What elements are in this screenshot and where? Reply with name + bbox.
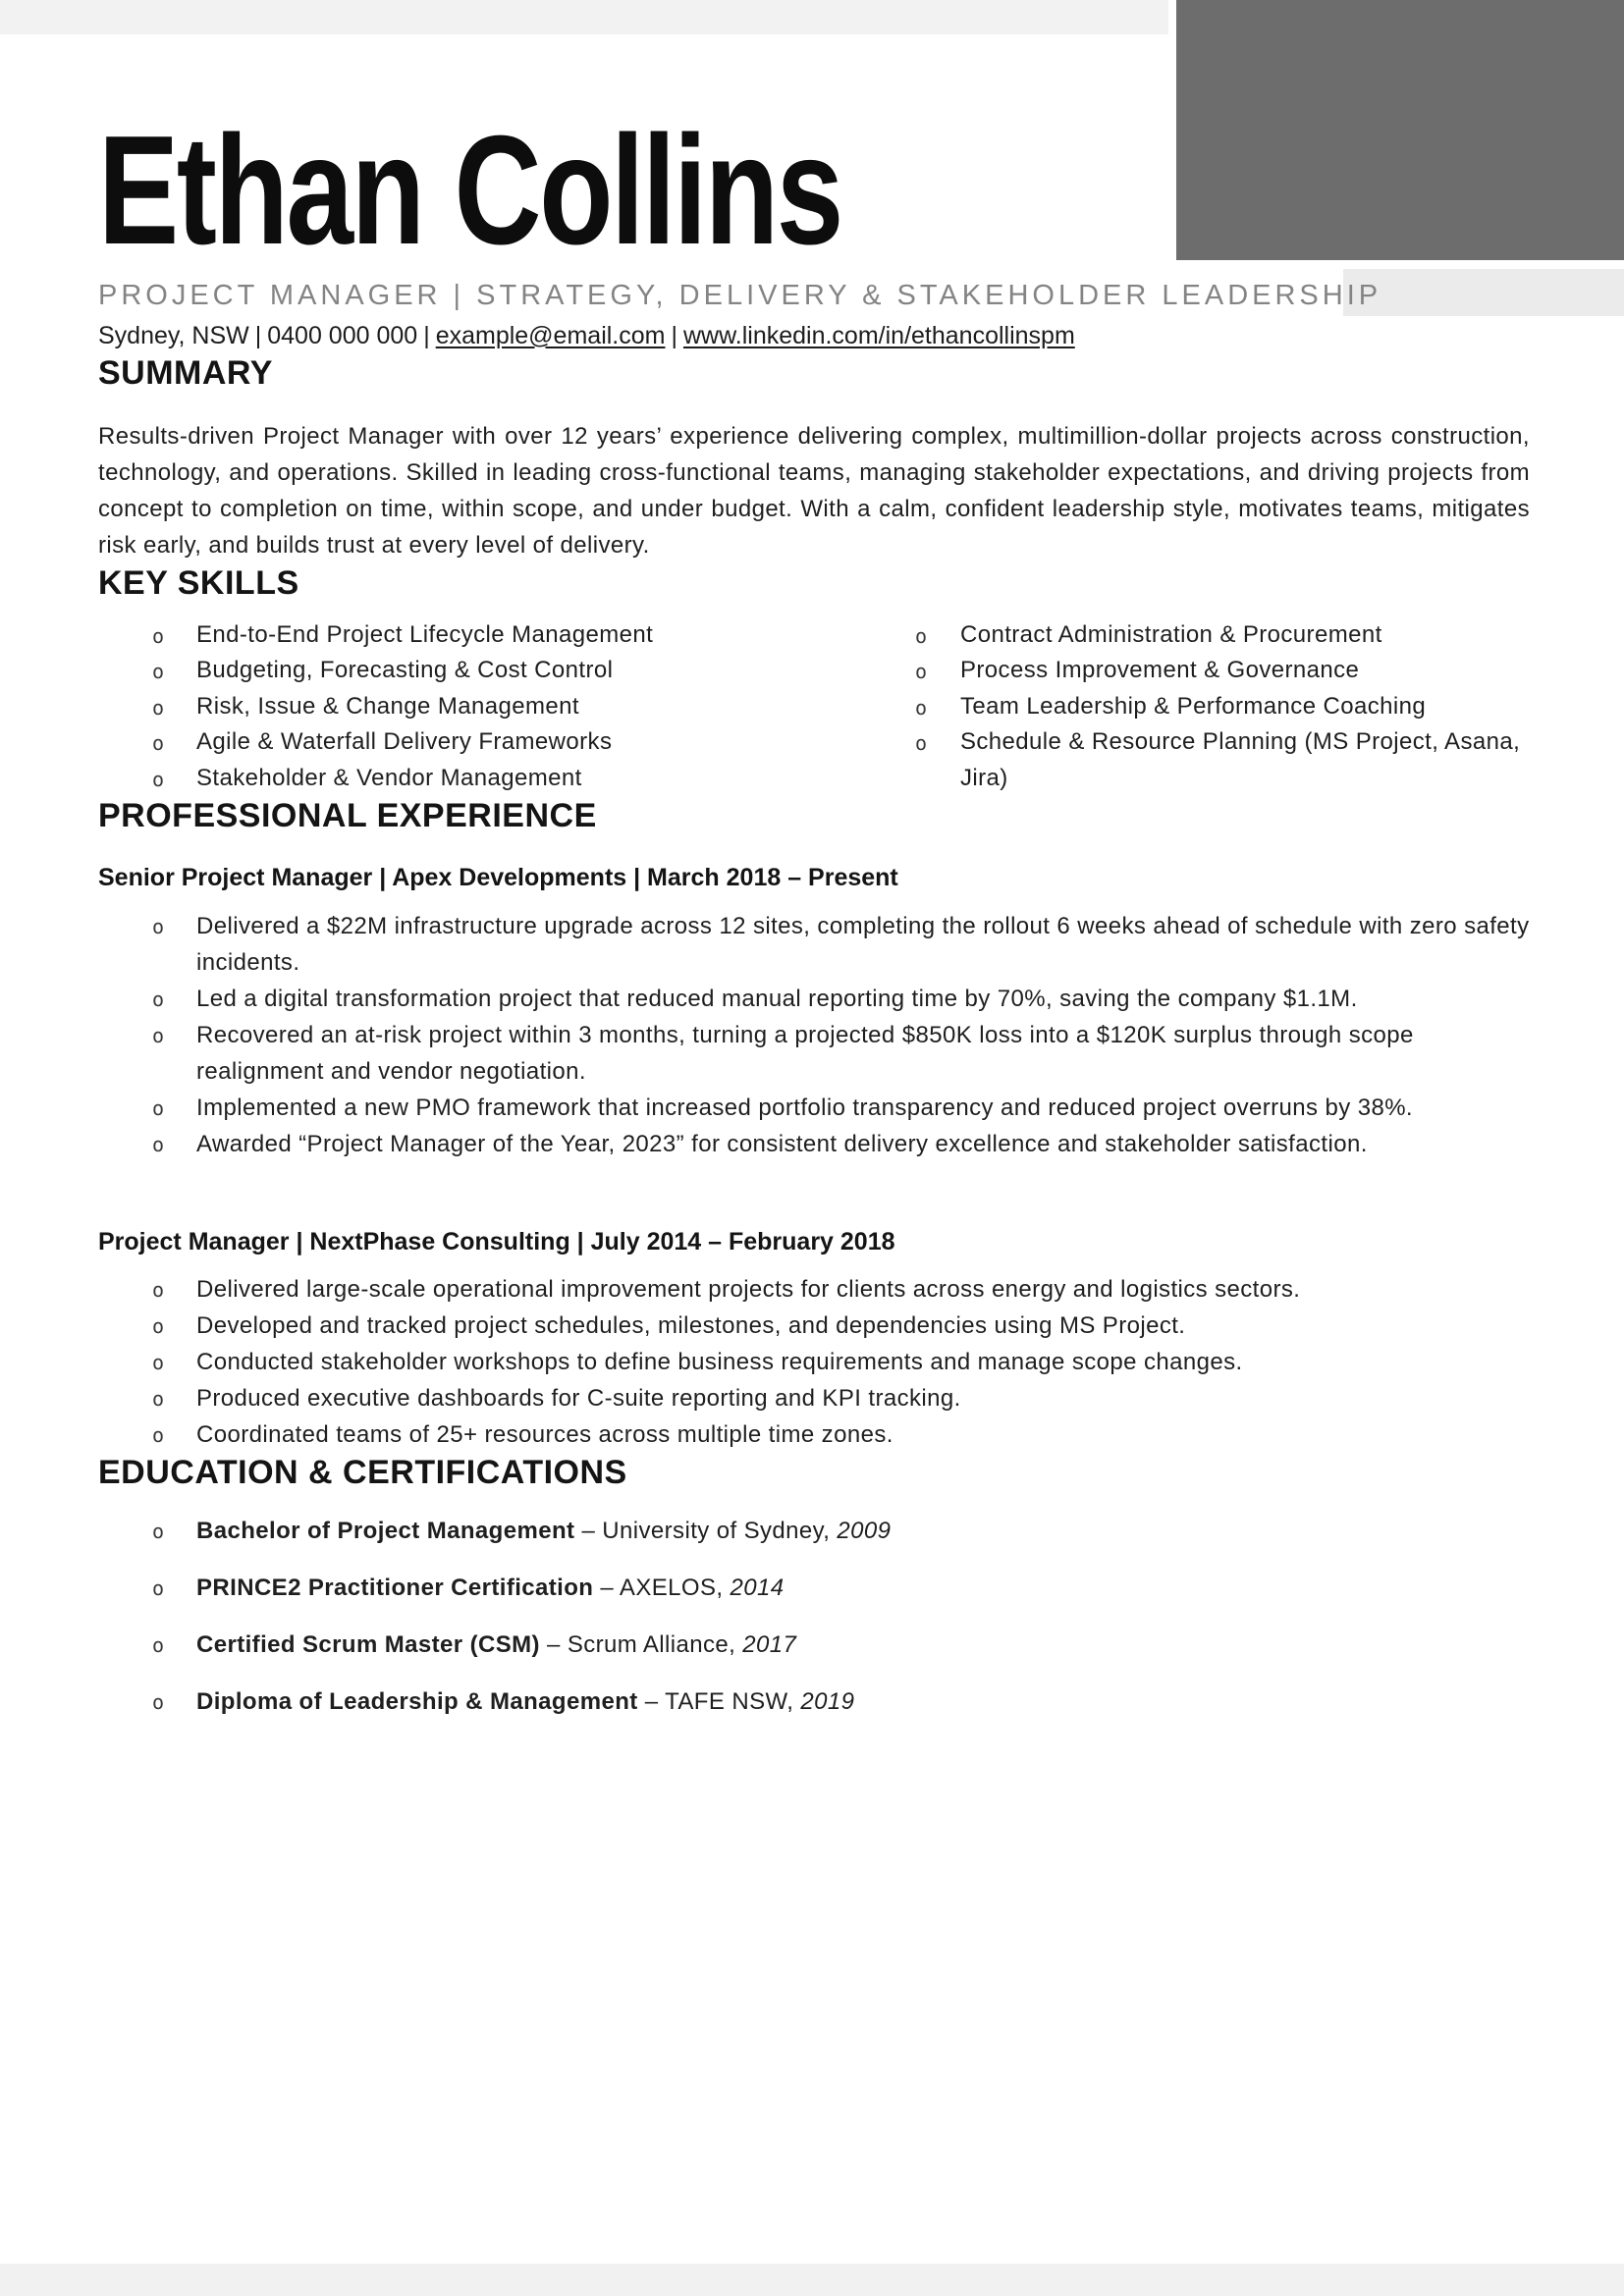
circle-bullet-icon: o [152,1576,165,1601]
skill-label: Contract Administration & Procurement [960,620,1382,648]
circle-bullet-icon: o [152,1278,165,1303]
footer-bar [0,2264,1624,2296]
circle-bullet-icon: o [152,1351,165,1375]
list-item [98,1126,1530,1162]
degree-name: Certified Scrum Master (CSM) [196,1631,540,1659]
graduation-year: 2019 [800,1688,855,1716]
summary-paragraph: Results-driven Project Manager with over 12 years’ experience delivering complex, multimillion-dollar projects across construction, technology, and operations. Skilled in leading cross-functional teams, managing stakeholder expectations, and driving projects from concept to completion on time, within scope, and under budget. With a calm, confident leadership style, motivates teams, mitigates risk early, and builds trust at every level of delivery. [98,422,1530,559]
achievement-text: Delivered a $22M infrastructure upgrade across 12 sites, completing the rollout 6 weeks ahead of schedule with zero safety incidents. [196,912,1530,976]
job-bullet-list [98,1271,1530,1453]
list-item [98,1570,1530,1606]
circle-bullet-icon: o [152,767,165,791]
contact-separator: | [254,321,262,349]
list-item [98,1308,1530,1344]
circle-bullet-icon: o [152,914,165,938]
experience-heading: PROFESSIONAL EXPERIENCE [98,797,597,835]
institution-name: – University of Sydney, [574,1518,838,1545]
circle-bullet-icon: o [152,1423,165,1448]
circle-bullet-icon: o [152,1023,165,1047]
circle-bullet-icon: o [152,1314,165,1339]
circle-bullet-icon: o [152,1690,165,1715]
list-item [98,617,915,654]
candidate-name: Ethan Collins [98,104,841,277]
circle-bullet-icon: o [152,695,165,720]
role-subtitle: PROJECT MANAGER | STRATEGY, DELIVERY & STAKEHOLDER LEADERSHIP [98,279,1382,311]
contact-separator: | [423,321,430,349]
achievement-text: Conducted stakeholder workshops to define business requirements and manage scope changes. [196,1349,1243,1376]
circle-bullet-icon: o [152,1520,165,1544]
job-title: Senior Project Manager | Apex Developments | March 2018 – Present [98,864,898,892]
skill-label: Budgeting, Forecasting & Cost Control [196,657,614,684]
skill-label: Process Improvement & Governance [960,657,1360,684]
education-entry [196,1688,854,1715]
institution-name: – Scrum Alliance, [539,1631,743,1659]
list-item [98,1513,1530,1549]
job-title: Project Manager | NextPhase Consulting | July 2014 – February 2018 [98,1227,895,1255]
list-item [915,653,1530,689]
circle-bullet-icon: o [152,623,165,648]
skill-label: Agile & Waterfall Delivery Frameworks [196,728,613,756]
achievement-text: Awarded “Project Manager of the Year, 2023” for consistent delivery excellence and stakeholder satisfaction. [196,1130,1368,1157]
education-list [98,1513,1530,1720]
key-skills-right-column [915,617,1530,797]
achievement-text: Coordinated teams of 25+ resources across multiple time zones. [196,1421,893,1449]
skill-label: End-to-End Project Lifecycle Management [196,620,654,648]
circle-bullet-icon: o [152,1387,165,1412]
circle-bullet-icon: o [152,660,165,684]
circle-bullet-icon: o [152,987,165,1011]
list-item [98,724,915,761]
linkedin-link[interactable]: www.linkedin.com/in/ethancollinspm [682,321,1075,349]
achievement-text: Produced executive dashboards for C-suite reporting and KPI tracking. [196,1385,961,1413]
email-link[interactable]: example@email.com [435,321,666,349]
key-skills-left-column [98,617,915,797]
list-item [915,617,1530,654]
list-item [915,689,1530,725]
degree-name: PRINCE2 Practitioner Certification [196,1575,594,1602]
contact-separator: | [671,321,677,349]
list-item [98,908,1530,981]
achievement-text: Recovered an at-risk project within 3 months, turning a projected $850K loss into a $120K surplus through scope realignment and vendor negotiation. [196,1021,1414,1085]
list-item [98,1090,1530,1126]
list-item [98,689,915,725]
achievement-text: Developed and tracked project schedules, milestones, and dependencies using MS Project. [196,1312,1186,1340]
circle-bullet-icon: o [915,695,928,720]
circle-bullet-icon: o [152,1095,165,1120]
contact-location: Sydney, NSW [98,321,249,349]
list-item [98,981,1530,1017]
list-item [98,761,915,797]
achievement-text: Led a digital transformation project that reduced manual reporting time by 70%, saving the company $1.1M. [196,985,1358,1012]
achievement-text: Delivered large-scale operational improvement projects for clients across energy and logistics sectors. [196,1276,1301,1304]
circle-bullet-icon: o [152,1633,165,1658]
list-item [98,1683,1530,1720]
circle-bullet-icon: o [152,1132,165,1156]
achievement-text: Implemented a new PMO framework that increased portfolio transparency and reduced project overruns by 38%. [196,1094,1414,1121]
degree-name: Diploma of Leadership & Management [196,1688,638,1716]
contact-line [98,318,1530,353]
key-skills-columns [98,617,1530,797]
graduation-year: 2014 [730,1575,785,1602]
circle-bullet-icon: o [915,731,928,756]
graduation-year: 2017 [742,1631,797,1659]
education-entry [196,1575,785,1601]
key-skills-heading: KEY SKILLS [98,563,299,602]
graduation-year: 2009 [837,1518,892,1545]
circle-bullet-icon: o [915,660,928,684]
list-item [98,653,915,689]
institution-name: – TAFE NSW, [637,1688,801,1716]
skill-label: Schedule & Resource Planning (MS Project, Asana, Jira) [960,728,1521,791]
skill-label: Risk, Issue & Change Management [196,692,579,720]
circle-bullet-icon: o [915,623,928,648]
degree-name: Bachelor of Project Management [196,1518,575,1545]
list-item [98,1416,1530,1453]
education-entry [196,1631,796,1658]
list-item [98,1271,1530,1308]
resume-content [98,0,1530,1740]
education-heading: EDUCATION & CERTIFICATIONS [98,1454,627,1492]
list-item [98,1380,1530,1416]
list-item [915,724,1530,796]
list-item [98,1344,1530,1380]
skill-label: Team Leadership & Performance Coaching [960,692,1427,720]
summary-heading: SUMMARY [98,353,273,392]
job-bullet-list [98,908,1530,1162]
list-item [98,1627,1530,1663]
circle-bullet-icon: o [152,731,165,756]
institution-name: – AXELOS, [593,1575,731,1602]
education-entry [196,1518,891,1544]
list-item [98,1017,1530,1090]
contact-phone: 0400 000 000 [267,321,418,349]
skill-label: Stakeholder & Vendor Management [196,764,582,791]
